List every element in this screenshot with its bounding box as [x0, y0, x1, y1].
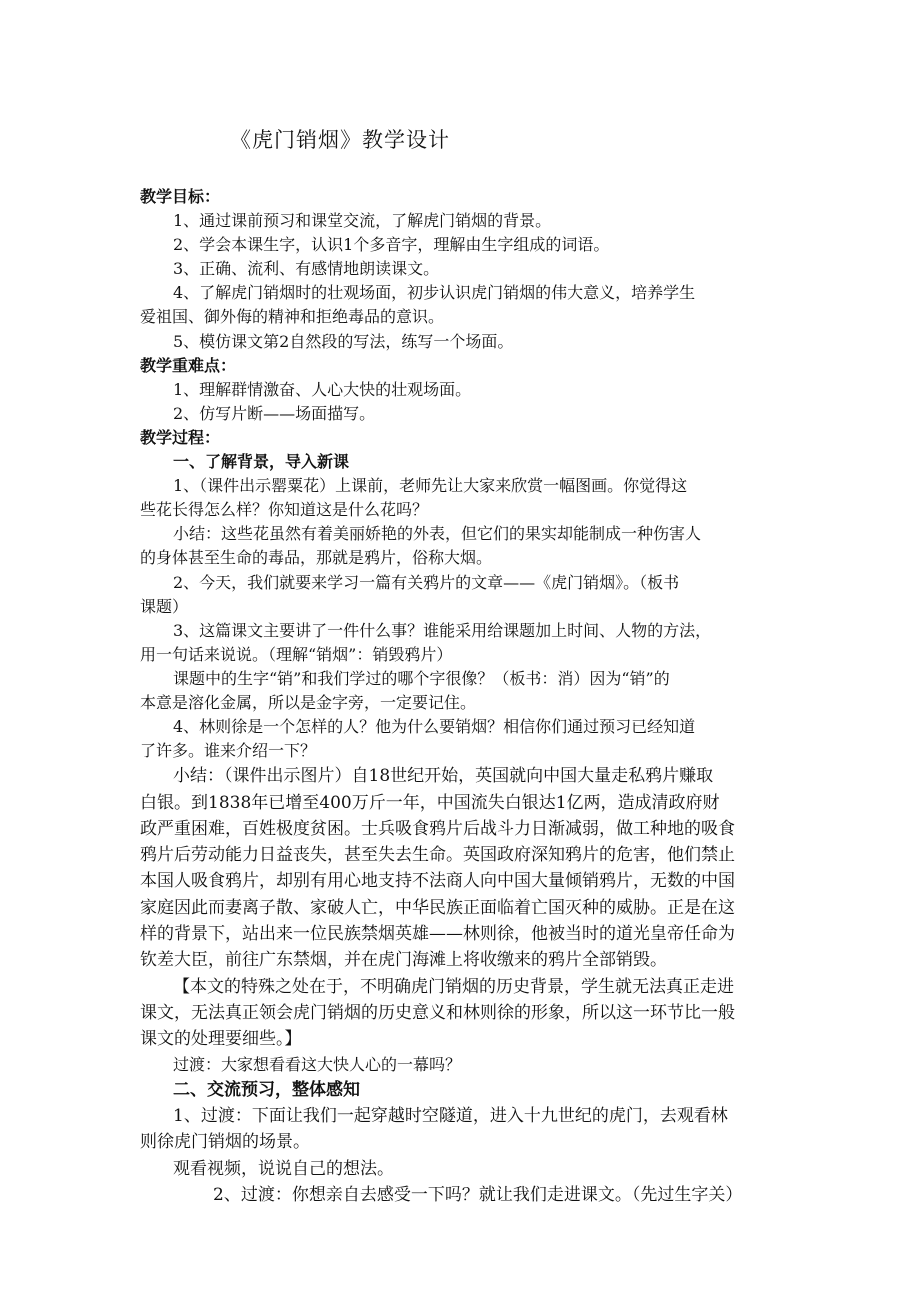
text-line: 课题中的生字“销”和我们学过的哪个字很像？（板书：消）因为“销”的: [173, 668, 670, 688]
text-line: 政严重困难，百姓极度贫困。士兵吸食鸦片后战斗力日渐减弱，做工种地的吸食: [140, 818, 735, 839]
text-line: 观看视频，说说自己的想法。: [173, 1158, 394, 1179]
text-line: 1、理解群情激奋、人心大快的壮观场面。: [173, 379, 472, 399]
text-line: 2、仿写片断——场面描写。: [173, 403, 376, 423]
text-line: 用一句话来说说。（理解“销烟”：销毁鸦片）: [140, 644, 453, 664]
section-heading-objectives: 教学目标：: [140, 187, 221, 206]
annotation-line: 【本文的特殊之处在于，不明确虎门销烟的历史背景，学生就无法真正走进: [173, 976, 734, 997]
text-line: 3、正确、流利、有感情地朗读课文。: [173, 259, 440, 279]
text-line: 3、这篇课文主要讲了一件什么事？谁能采用给课题加上时间、人物的方法，: [173, 620, 712, 640]
text-line: 小结：这些花虽然有着美丽娇艳的外表，但它们的果实却能制成一种伤害人: [173, 524, 702, 544]
text-line: 2、学会本课生字，认识1个多音字，理解由生字组成的词语。: [173, 235, 610, 255]
text-line: 1、通过课前预习和课堂交流，了解虎门销烟的背景。: [173, 211, 552, 231]
text-line: 1、过渡：下面让我们一起穿越时空隧道，进入十九世纪的虎门，去观看林: [173, 1105, 728, 1126]
text-line: 些花长得怎么样？你知道这是什么花吗？: [140, 500, 429, 520]
text-line: 本意是溶化金属，所以是金字旁，一定要记住。: [140, 692, 477, 712]
text-line: 了许多。谁来介绍一下？: [140, 741, 317, 761]
annotation-line: 课文的处理要细些。】: [140, 1029, 302, 1050]
document-body: [140, 185, 782, 1208]
annotation-line: 课文，无法真正领会虎门销烟的历史意义和林则徐的形象，所以这一环节比一般: [140, 1002, 735, 1023]
text-line: 本国人吸食鸦片，却别有用心地支持不法商人向中国大量倾销鸦片，无数的中国: [140, 871, 735, 892]
text-line: 5、模仿课文第2自然段的写法，练写一个场面。: [173, 331, 514, 351]
text-line: 鸦片后劳动能力日益丧失，甚至失去生命。英国政府深知鸦片的危害，他们禁止: [140, 845, 735, 866]
text-line: 的身体甚至生命的毒品，那就是鸦片，俗称大烟。: [140, 548, 493, 568]
text-line: 小结：（课件出示图片）自18世纪开始，英国就向中国大量走私鸦片赚取: [173, 766, 714, 787]
text-line: 家庭因此而妻离子散、家破人亡，中华民族正面临着亡国灭种的威胁。正是在这: [140, 897, 735, 918]
subsection-heading-2: 二、交流预习，整体感知: [173, 1079, 360, 1100]
text-line: 2、今天，我们就要来学习一篇有关鸦片的文章——《虎门销烟》。（板书: [173, 572, 680, 592]
text-line: 钦差大臣，前往广东禁烟，并在虎门海滩上将收缴来的鸦片全部销毁。: [140, 950, 667, 971]
section-heading-key-points: 教学重难点：: [140, 355, 237, 375]
text-line: 课题）: [140, 596, 189, 616]
text-line: 白银。到1838年已增至400万斤一年，中国流失白银达1亿两，造成清政府财: [140, 792, 720, 813]
subsection-heading-1: 一、了解背景，导入新课: [173, 452, 350, 472]
text-line: 2、过渡：你想亲自去感受一下吗？就让我们走进课文。（先过生字关）: [213, 1184, 743, 1205]
text-line: 4、了解虎门销烟时的壮观场面，初步认识虎门销烟的伟大意义，培养学生: [173, 283, 696, 303]
page-title: 《虎门销烟》教学设计: [230, 128, 450, 152]
text-line: 4、林则徐是一个怎样的人？他为什么要销烟？相信你们通过预习已经知道: [173, 717, 696, 737]
text-line: 1、（课件出示罂粟花）上课前，老师先让大家来欣赏一幅图画。你觉得这: [173, 476, 688, 496]
text-line: 过渡：大家想看看这大快人心的一幕吗？: [173, 1054, 462, 1074]
section-heading-process: 教学过程：: [140, 427, 221, 447]
text-line: 则徐虎门销烟的场景。: [140, 1132, 310, 1153]
text-line: 样的背景下，站出来一位民族禁烟英雄——林则徐，他被当时的道光皇帝任命为: [140, 924, 735, 945]
text-line: 爱祖国、御外侮的精神和拒绝毒品的意识。: [140, 307, 445, 327]
